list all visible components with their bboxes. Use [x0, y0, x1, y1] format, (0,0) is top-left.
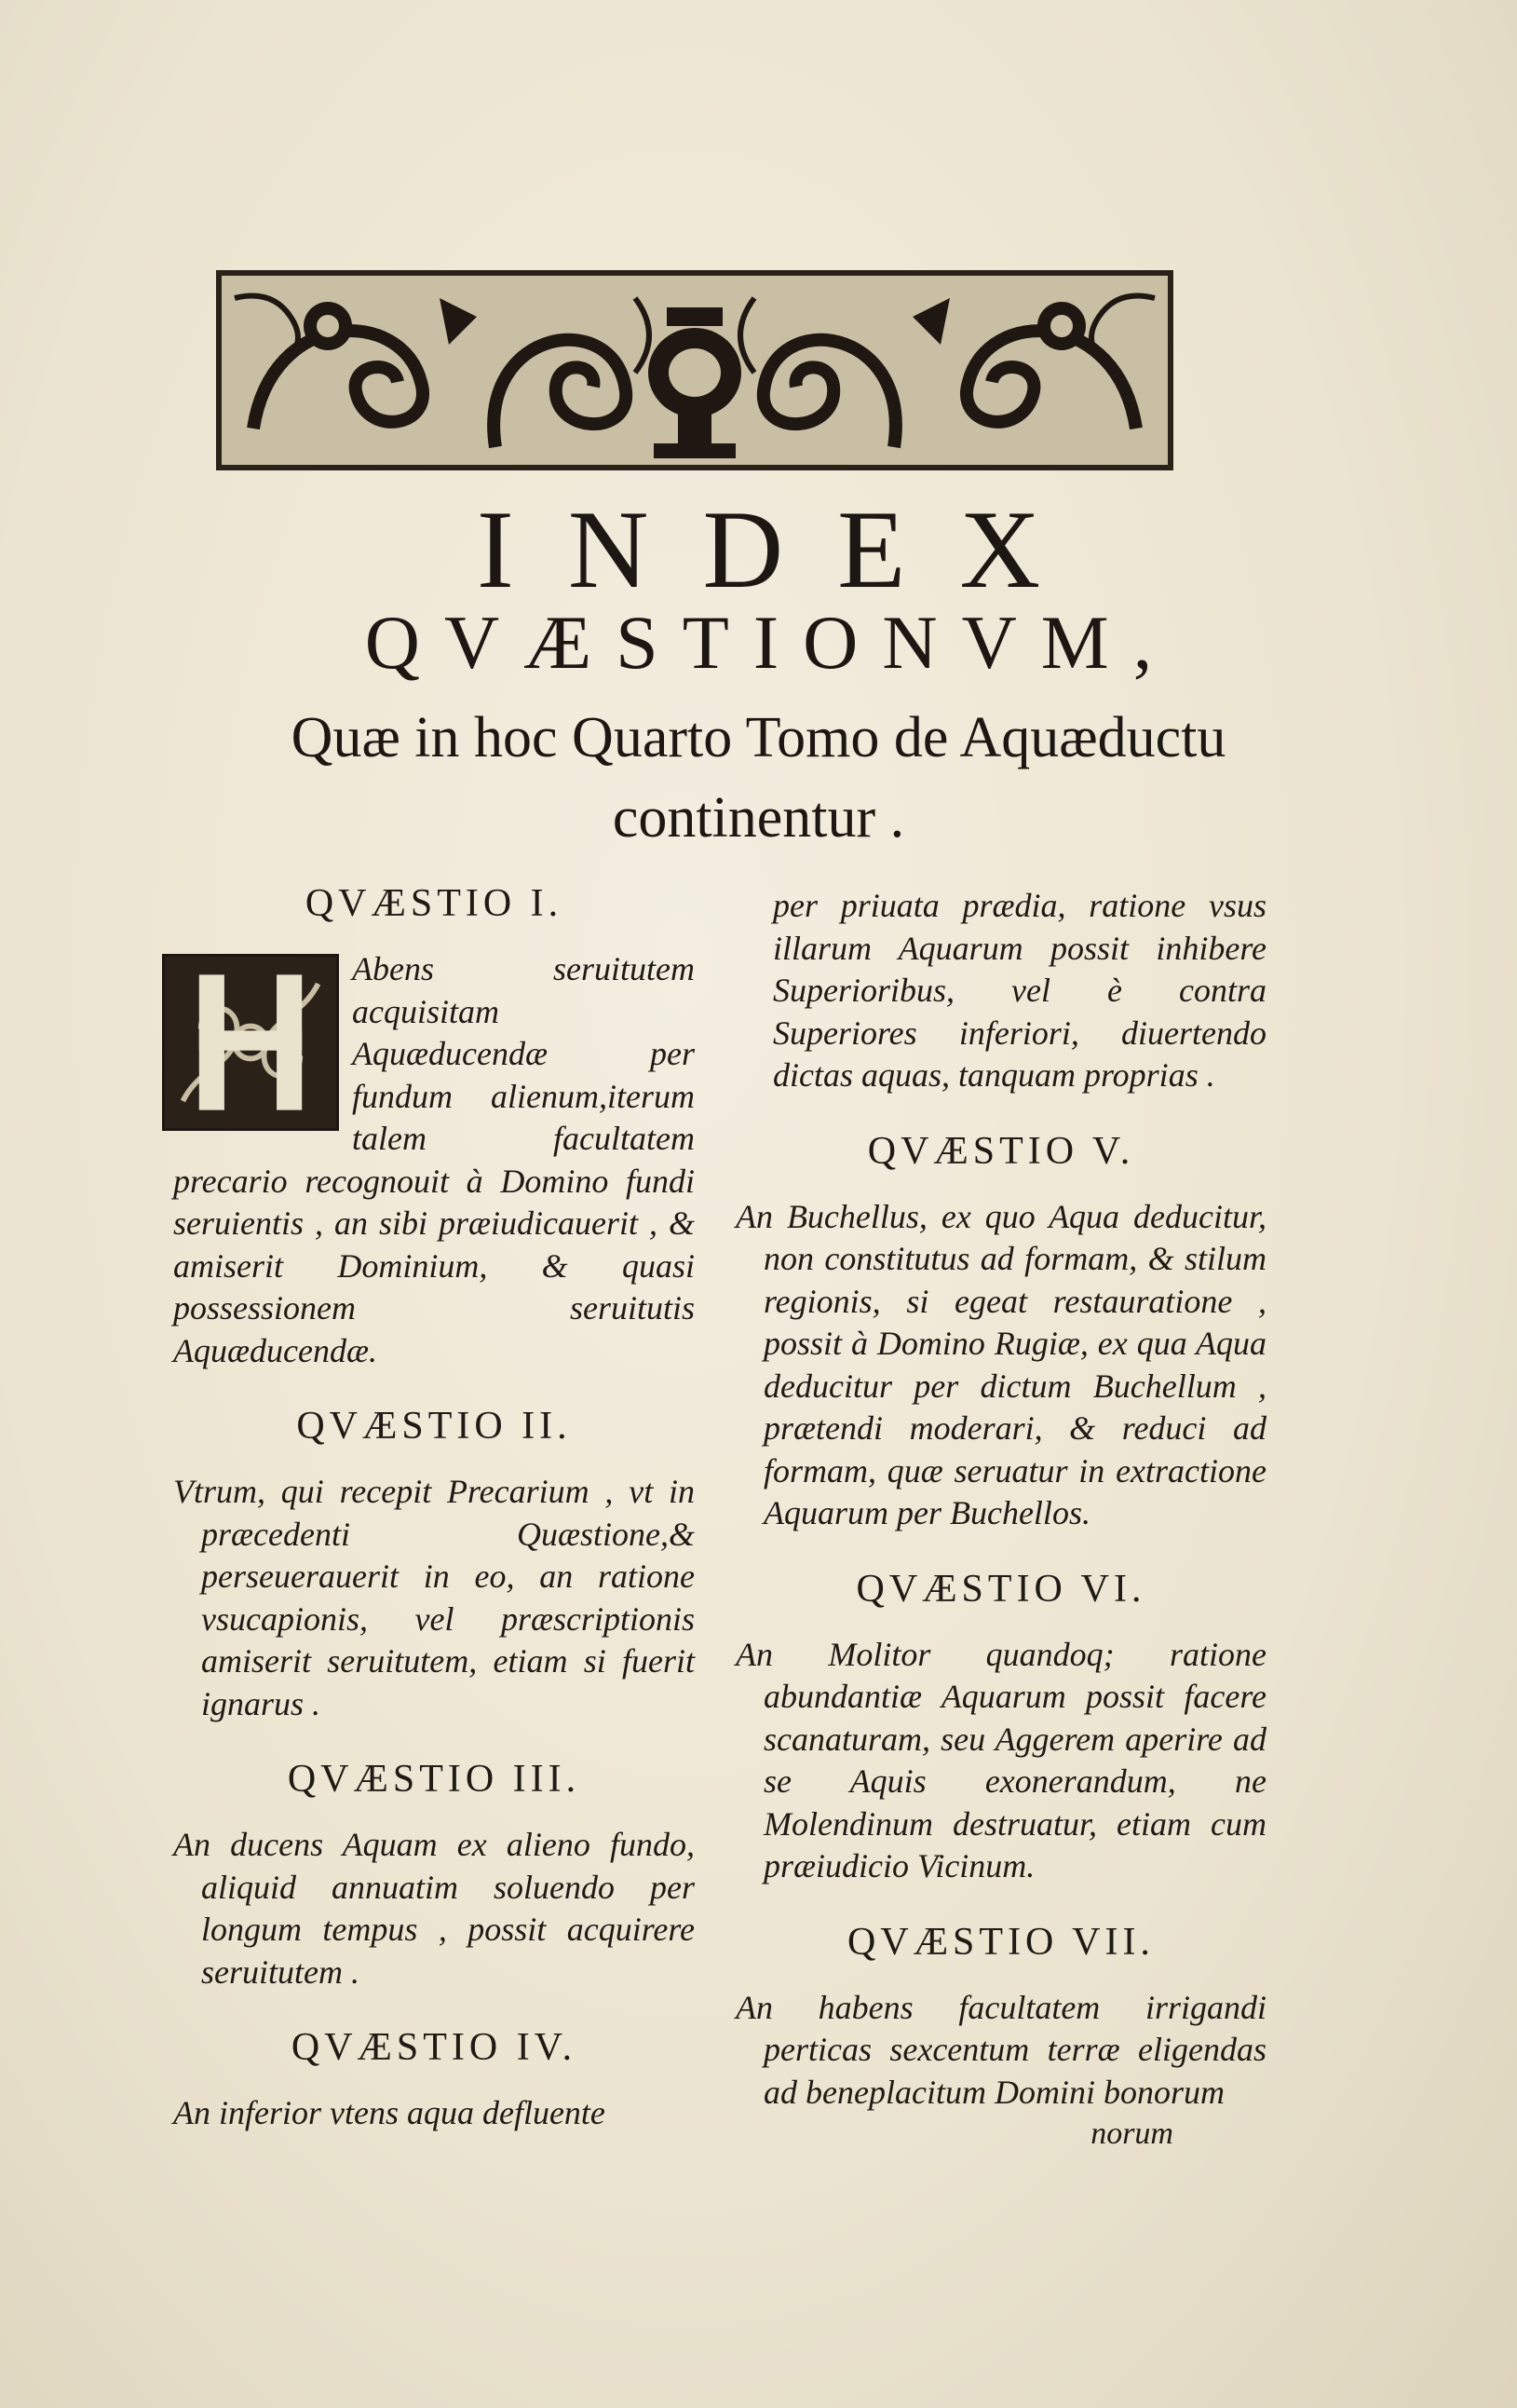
catchword: norum	[1090, 2116, 1173, 2151]
question-1	[173, 948, 695, 1372]
question-1-heading: QVÆSTIO I.	[305, 882, 563, 925]
question-4-heading: QVÆSTIO IV.	[291, 2026, 577, 2069]
question-3-heading: QVÆSTIO III.	[287, 1758, 581, 1801]
title-quaestionum: QVÆSTIONVM,	[364, 600, 1177, 685]
headpiece-ornament	[216, 270, 1173, 470]
right-column	[736, 885, 1266, 2155]
title-subtitle: Quæ in hoc Quarto Tomo de Aquæductu	[291, 706, 1226, 769]
question-4-text: An inferior vtens aqua defluente	[173, 2094, 605, 2131]
question-7-text: An habens facultatem irrigandi perticas sexcentum terræ eligendas ad beneplacitum Domini bonorum	[736, 1988, 1266, 2111]
dropcap-h-ornament	[162, 954, 339, 1131]
question-4-continuation: per priuata prædia, ratione vsus illarum Aquarum possit inhibere Superioribus, vel è contra Superiores inferiori, diuertendo dictas aquas, tanquam proprias .	[773, 887, 1266, 1094]
question-6-text: An Molitor quandoq; ratione abundantiæ Aquarum possit facere scanaturam, seu Aggerem aperire ad se Aquis exonerandum, ne Molendinum destruatur, etiam cum præiudicio Vicinum.	[736, 1635, 1266, 1884]
question-1-text: Abens seruitutem acquisitam Aquæducendæ per fundum alienum,iterum talem facultatem precario recognouit à Domino fundi seruientis , an sibi præiudicauerit , & amiserit Dominium, & quasi possessionem seruitutis Aquæducendæ.	[173, 950, 695, 1369]
question-7-heading: QVÆSTIO VII.	[847, 1920, 1155, 1964]
question-5-text: An Buchellus, ex quo Aqua deducitur, non constitutus ad formam, & stilum regionis, si egeat restauratione , possit à Domino Rugiæ, ex qua Aqua deducitur per dictum Buchellum , prætendi moderari, & reduci ad formam, quæ seruatur in extractione Aquarum per Buchellos.	[736, 1197, 1266, 1531]
question-2-heading: QVÆSTIO II.	[296, 1405, 572, 1448]
title-index: INDEX	[476, 487, 1095, 611]
question-6-heading: QVÆSTIO VI.	[856, 1567, 1146, 1611]
question-3-text: An ducens Aquam ex alieno fundo, aliquid annuatim soluendo per longum tempus , possit acquirere seruitutem .	[173, 1826, 695, 1991]
question-2-text: Vtrum, qui recepit Precarium , vt in præcedenti Quæstione,& perseuerauerit in eo, an ratione vsucapionis, vel præscriptionis amiserit seruitutem, etiam si fuerit ignarus .	[173, 1473, 695, 1722]
left-column	[173, 876, 695, 2135]
title-subtitle-continued: continentur .	[612, 786, 905, 850]
question-5-heading: QVÆSTIO V.	[867, 1129, 1135, 1173]
